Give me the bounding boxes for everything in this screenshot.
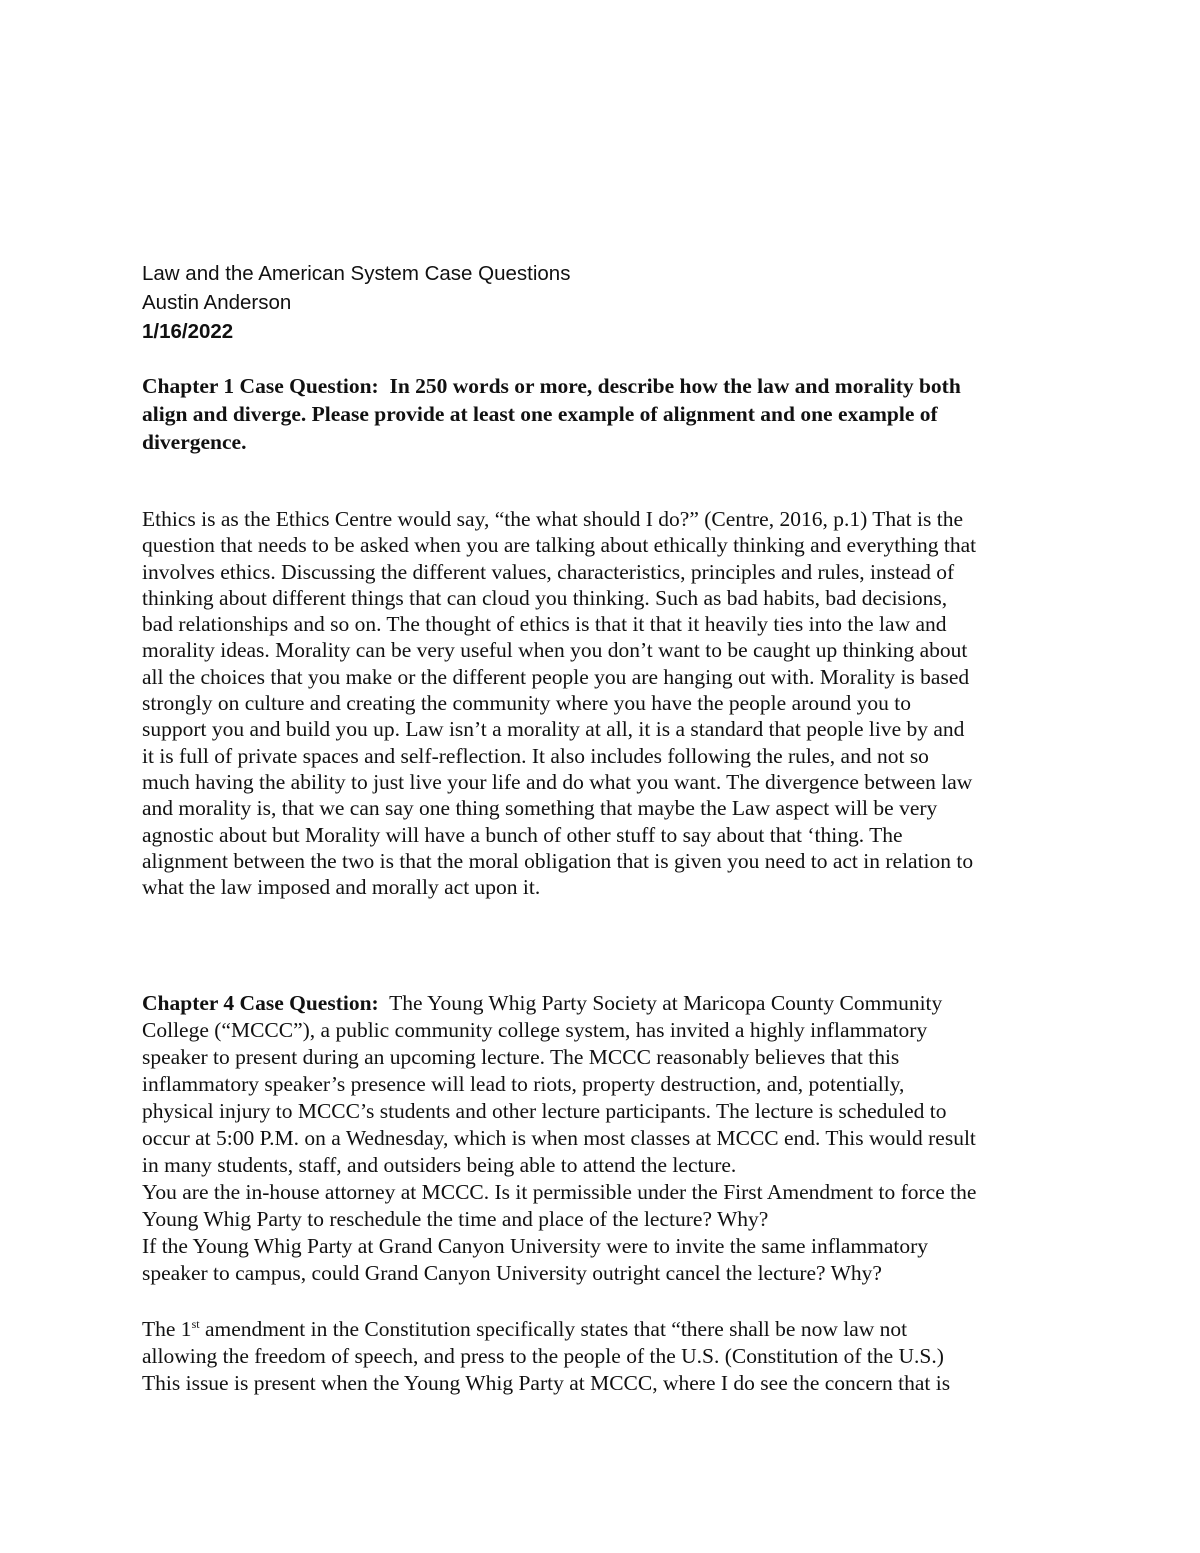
chapter4-question-line: speaker to campus, could Grand Canyon University outright cancel the lecture? Why? bbox=[142, 1261, 882, 1285]
chapter1-answer-line: and morality is, that we can say one thing something that maybe the Law aspect will be very bbox=[142, 796, 938, 821]
chapter1-answer-line: strongly on culture and creating the community where you have the people around you to bbox=[142, 691, 912, 716]
chapter1-answer-line: much having the ability to just live your life and do what you want. The divergence between law bbox=[142, 769, 973, 794]
chapter1-answer-line: morality ideas. Morality can be very useful when you don’t want to be caught up thinking about bbox=[142, 638, 968, 663]
chapter1-answer-line: involves ethics. Discussing the different values, characteristics, principles and rules, instead of bbox=[142, 559, 955, 584]
chapter4-question bbox=[142, 990, 976, 1287]
chapter4-question-line: inflammatory speaker’s presence will lead to riots, property destruction, and, potentially, bbox=[142, 1072, 905, 1096]
document-date: 1/16/2022 bbox=[142, 320, 234, 343]
chapter1-answer-line: all the choices that you make or the different people you are hanging out with. Morality is based bbox=[142, 664, 970, 689]
chapter1-answer-line: bad relationships and so on. The thought of ethics is that it that it heavily ties into the law and bbox=[142, 612, 947, 637]
chapter4-question-line: speaker to present during an upcoming lecture. The MCCC reasonably believes that this bbox=[142, 1045, 900, 1069]
chapter1-answer-line: alignment between the two is that the moral obligation that is given you need to act in relation to bbox=[142, 848, 974, 873]
chapter4-question-line: occur at 5:00 P.M. on a Wednesday, which is when most classes at MCCC end. This would result bbox=[142, 1126, 976, 1150]
chapter1-answer-line: thinking about different things that can cloud you thinking. Such as bad habits, bad decisions, bbox=[142, 585, 948, 610]
chapter1-answer-line: support you and build you up. Law isn’t a morality at all, it is a standard that people live by and bbox=[142, 717, 965, 742]
chapter4-answer bbox=[142, 1316, 950, 1397]
chapter1-question-lead: Chapter 1 Case Question: bbox=[142, 374, 379, 398]
chapter1-answer-line: it is full of private spaces and self-reflection. It also includes following the rules, and not so bbox=[142, 743, 929, 768]
chapter1-answer bbox=[142, 506, 976, 900]
chapter1-question-line: divergence. bbox=[142, 430, 247, 454]
chapter4-question-line: Young Whig Party to reschedule the time and place of the lecture? Why? bbox=[142, 1207, 769, 1231]
chapter4-question-line: You are the in-house attorney at MCCC. Is it permissible under the First Amendment to force the bbox=[142, 1180, 977, 1204]
chapter4-answer-prefix: The 1 bbox=[142, 1317, 192, 1341]
chapter4-answer-line: This issue is present when the Young Whig Party at MCCC, where I do see the concern that is bbox=[142, 1371, 951, 1395]
chapter4-answer-line: amendment in the Constitution specifically states that “there shall be now law not bbox=[199, 1317, 908, 1341]
chapter4-question-line: physical injury to MCCC’s students and other lecture participants. The lecture is scheduled to bbox=[142, 1099, 947, 1123]
chapter1-question-line: In 250 words or more, describe how the law and morality both bbox=[389, 374, 961, 398]
ordinal-suffix: st bbox=[191, 1316, 200, 1331]
author-name: Austin Anderson bbox=[142, 291, 292, 314]
chapter4-question-line: The Young Whig Party Society at Maricopa County Community bbox=[378, 991, 943, 1015]
chapter1-answer-line: what the law imposed and morally act upon it. bbox=[142, 875, 541, 900]
chapter4-question-lead: Chapter 4 Case Question: bbox=[142, 991, 379, 1015]
chapter1-answer-line: question that needs to be asked when you are talking about ethically thinking and everything that bbox=[142, 533, 977, 558]
chapter1-question bbox=[142, 372, 1072, 456]
document-title: Law and the American System Case Questions bbox=[142, 262, 571, 285]
chapter4-question-line: in many students, staff, and outsiders being able to attend the lecture. bbox=[142, 1153, 737, 1177]
document-header bbox=[142, 259, 570, 346]
chapter4-question-line: If the Young Whig Party at Grand Canyon University were to invite the same inflammatory bbox=[142, 1234, 928, 1258]
chapter4-answer-line: allowing the freedom of speech, and press to the people of the U.S. (Constitution of the U.S.) bbox=[142, 1344, 944, 1368]
chapter1-answer-line: Ethics is as the Ethics Centre would say, “the what should I do?” (Centre, 2016, p.1) That is the bbox=[142, 507, 963, 531]
chapter1-question-line: align and diverge. Please provide at least one example of alignment and one example of bbox=[142, 402, 938, 426]
chapter1-answer-line: agnostic about but Morality will have a bunch of other stuff to say about that ‘thing. The bbox=[142, 822, 903, 847]
chapter4-question-line: College (“MCCC”), a public community college system, has invited a highly inflammatory bbox=[142, 1018, 928, 1042]
